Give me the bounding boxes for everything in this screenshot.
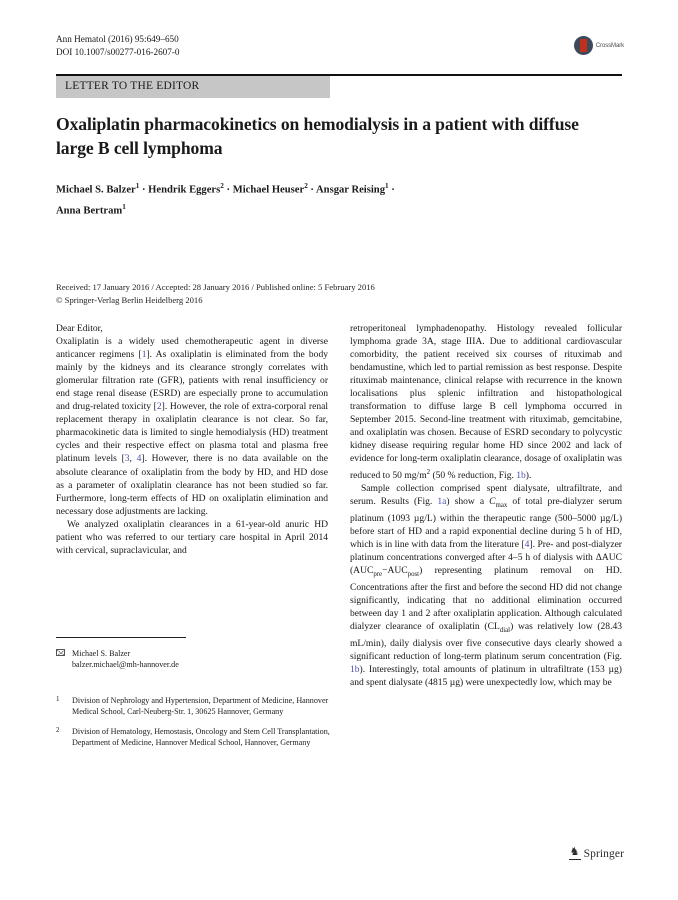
received-accepted-line: Received: 17 January 2016 / Accepted: 28 January 2016 / Published online: 5 February 2016	[56, 282, 375, 292]
publication-dates	[56, 281, 375, 306]
body-paragraph: Dear Editor,	[56, 323, 103, 334]
copyright-line: © Springer-Verlag Berlin Heidelberg 2016	[56, 294, 203, 305]
affiliation-entry	[56, 695, 341, 718]
correspondence-block	[56, 648, 336, 671]
section-type-label: LETTER TO THE EDITOR	[65, 80, 200, 92]
body-column-right	[350, 322, 622, 689]
affiliation-text: Division of Nephrology and Hypertension, Department of Medicine, Hannover Medical School, Carl-Neuberg-Str. 1, 30625 Hannover, Germany	[72, 696, 329, 717]
affiliation-entry	[56, 726, 341, 749]
publisher-name: Springer	[583, 848, 624, 860]
corresponding-author-email[interactable]: balzer.michael@mh-hannover.de	[72, 660, 179, 670]
springer-logo	[569, 848, 624, 860]
crossmark-icon	[574, 36, 593, 55]
page-title: Oxaliplatin pharmacokinetics on hemodialysis in a patient with diffuse large B cell lymphoma	[56, 114, 579, 158]
doi-line: DOI 10.1007/s00277-016-2607-0	[56, 47, 180, 57]
affiliation-list	[56, 695, 341, 757]
body-paragraph: retroperitoneal lymphadenopathy. Histology revealed follicular lymphoma grade 3A, stage IIIA. Due to additional cardiovascular comorbidity, the patient received six courses of rituximab and bendamustine, which led to partial remission as best response. Despite rituximab maintenance, clinical relapse with recurrence in the known localisations plus splenic infiltration and histopathological transformation to diffuse large B cell lymphoma occurred in September 2015. Second-line treatment with rituximab, gemcitabine, and oxaliplatin was chosen. Because of ESRD secondary to polycystic kidney disease requiring regular home HD since 2002 and lack of evidence for long-term oxaliplatin clearance, dosage of oxaliplatin was reduced to 50 $mg/m^2$ (50 % reduction, Fig. 1b).	[350, 323, 622, 481]
body-column-left	[56, 322, 328, 557]
body-paragraph: Oxaliplatin is a widely used chemotherapeutic agent in diverse anticancer regimens [1]. As oxaliplatin is eliminated from the body mainly by the kidneys and its clearance strongly correlates with glomerular filtration rate (GFR), patients with renal insufficiency or end stage renal disease (ESRD) are especially prone to accumulation and drug-related toxicity [2]. However, the role of extra-corporal renal replacement therapy in oxaliplatin clearance is not clear. So far, pharmacokinetic data is limited to single hemodialysis (HD) treatment cycles and their respective effect on plasma total and plasma free platinum levels [3, 4]. However, there is no data available on the absolute clearance of oxaliplatin from the body by HD, and HD dose as a parameter of oxaliplatin clearance has not been studied so far. Furthermore, long-term effects of HD on oxaliplatin elimination and necessary dose adjustments are lacking.	[56, 336, 328, 517]
journal-masthead	[56, 33, 180, 59]
footnote-divider-rule	[56, 637, 186, 638]
crossmark-label: CrossMark	[595, 42, 624, 49]
section-type-band	[56, 76, 330, 98]
body-paragraph: Sample collection comprised spent dialysate, ultrafiltrate, and serum. Results (Fig. 1a) show a $C_{max}$ of total pre-dialyzer serum platinum (1093 µg/L) within the therapeutic range (500–5000 µg/L) before start of HD and a rapid exponential decline during 5 h of HD, which is in line with data from the literature [4]. Pre- and post-dialyzer platinum concentrations converged after 4–5 h of dialysis with ΔAUC $(AUC_{pre}-AUC_{post})$ representing platinum removal on HD. Concentrations after the first and before the second HD did not change significantly, indicating that no additional elimination occurred between day 1 and 2 after oxaliplatin application. Although calculated dialyzer clearance of oxaliplatin $(CL_{dial})$ was relatively low (28.43 mL/min), daily dialysis over five consecutive days clearly showed a significant reduction of long-term platinum serum concentration (Fig. 1b). Interestingly, total amounts of platinum in ultrafiltrate (153 µg) and spent dialysate (4815 µg) were unexpectedly low, which may be	[350, 482, 623, 689]
corresponding-author-name: Michael S. Balzer	[72, 649, 131, 658]
envelope-icon	[56, 649, 65, 656]
author-line-1: Michael S. Balzer$^1$ · Hendrik Eggers$^2$ · Michael Heuser$^2$ · Ansgar Reising$^1$ ·	[56, 182, 395, 196]
journal-citation-line: Ann Hematol (2016) 95:649–650	[56, 34, 179, 44]
affiliation-number: 1	[56, 695, 60, 703]
author-line-2: Anna Bertram$^1$	[56, 202, 126, 217]
springer-knight-icon: ♞	[569, 846, 580, 858]
crossmark-badge-group[interactable]	[574, 36, 624, 55]
affiliation-number: 2	[56, 725, 60, 734]
author-list	[56, 178, 496, 219]
body-paragraph: We analyzed oxaliplatin clearances in a 61-year-old anuric HD patient who was referred to our tertiary care hospital in April 2014 with cervical, supraclavicular, and	[56, 518, 328, 556]
affiliation-text: Division of Hematology, Hemostasis, Oncology and Stem Cell Transplantation, Department of Medicine, Hannover Medical School, Hannover, Germany	[72, 726, 330, 748]
